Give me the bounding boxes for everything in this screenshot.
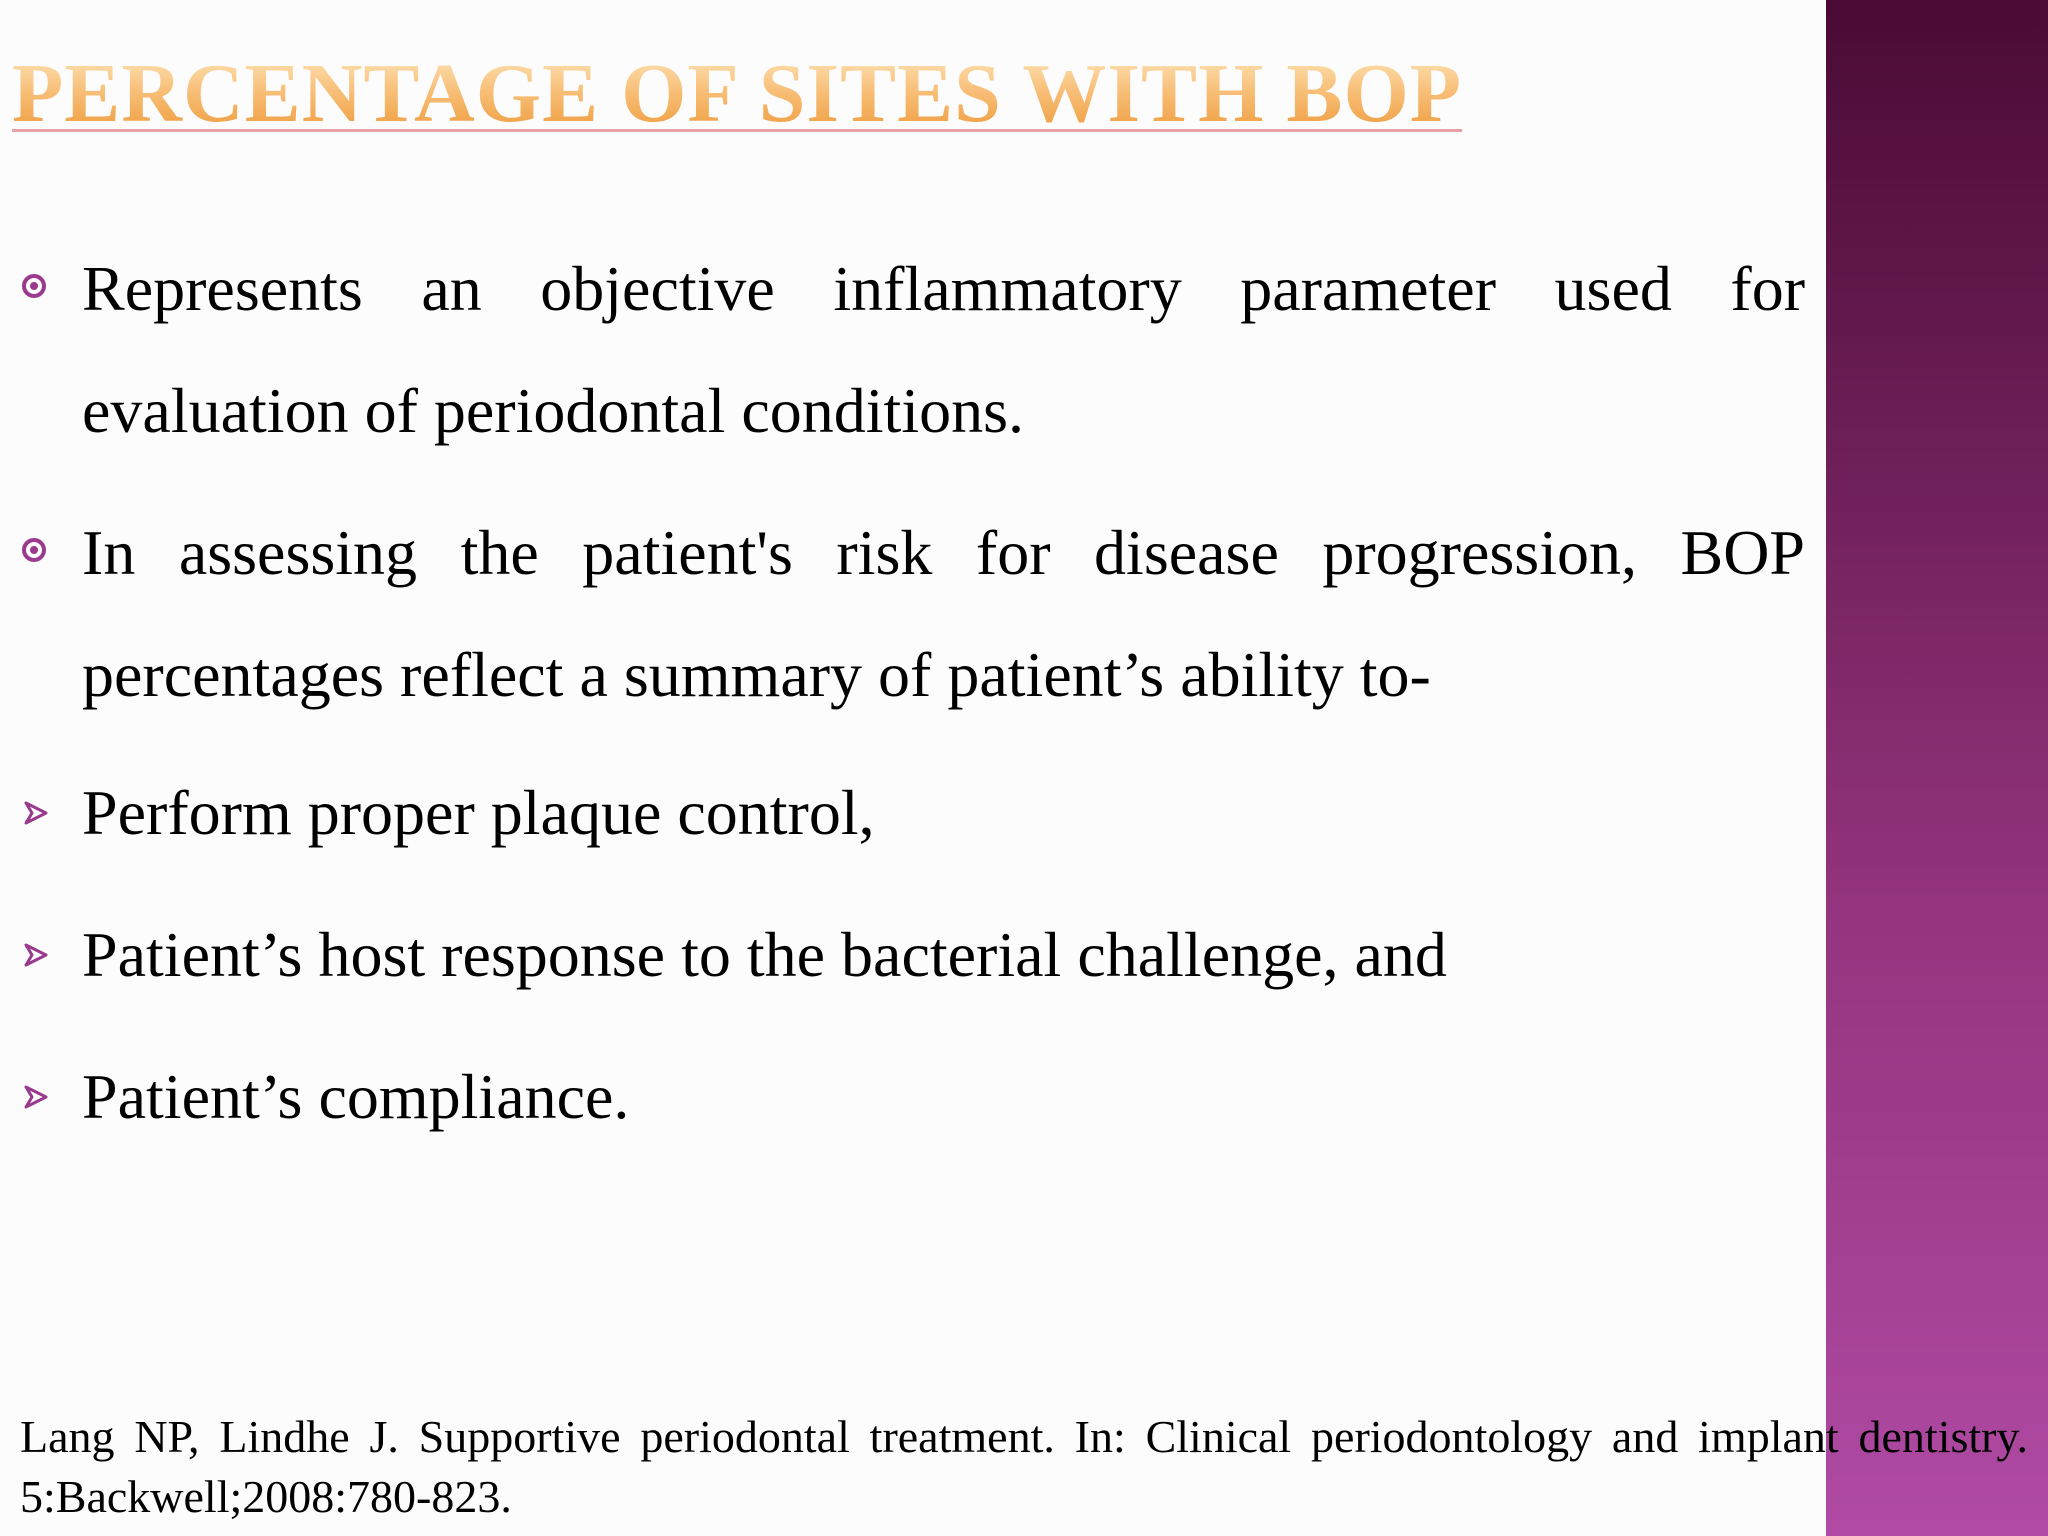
sub-bullet-item (20, 919, 1805, 990)
target-bullet-icon (22, 274, 46, 298)
sub-bullet-item (20, 777, 1805, 848)
bullet-text: Represents an objective inflammatory parameter used for evaluation of periodontal conditions. (82, 253, 1805, 446)
arrowhead-bullet-icon (22, 1083, 50, 1111)
sub-bullet-text: Perform proper plaque control, (82, 777, 875, 848)
bullet-text: In assessing the patient's risk for disease progression, BOP percentages reflect a summary of patient’s ability to- (82, 517, 1805, 710)
arrowhead-bullet-icon (22, 799, 50, 827)
bullet-item (20, 228, 1805, 472)
arrowhead-bullet-icon (22, 941, 50, 969)
decorative-sidebar (1826, 0, 2048, 1536)
bullet-list (20, 228, 1805, 1206)
sub-bullet-item (20, 1061, 1805, 1132)
sub-bullet-text: Patient’s host response to the bacterial challenge, and (82, 919, 1447, 990)
slide-title: PERCENTAGE OF SITES WITH BOP (12, 47, 1463, 140)
bullet-item (20, 492, 1805, 736)
target-bullet-icon (22, 538, 46, 562)
sub-bullet-text: Patient’s compliance. (82, 1061, 630, 1132)
reference-citation: Lang NP, Lindhe J. Supportive periodontal treatment. In: Clinical periodontology and implant dentistry. 5:Backwell;2008:780-823. (20, 1411, 2028, 1522)
